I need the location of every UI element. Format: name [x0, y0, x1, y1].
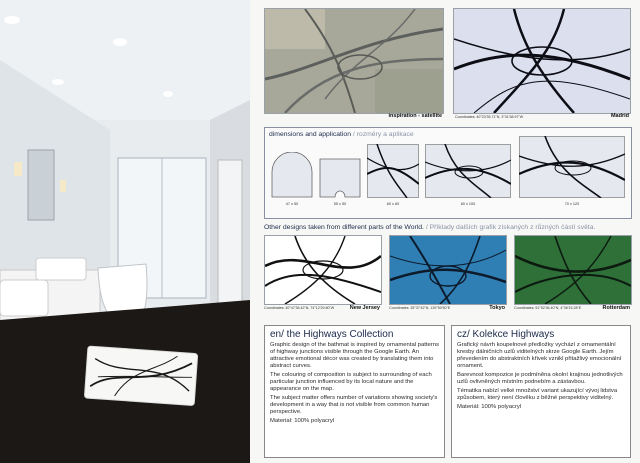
en-material: Material: 100% polyacryl — [270, 418, 335, 424]
new-jersey-caption: New Jersey — [349, 305, 380, 311]
rotterdam-caption: Rotterdam — [602, 305, 630, 311]
cz-paragraph-2: Barevnost kompozice je podmíněna okolní krajinou jednotlivých uzlů ovlivněných místním podnebím a zástavbou. — [457, 372, 623, 385]
tokyo-caption: Tokyo — [489, 305, 505, 311]
pattern-new-jersey — [264, 235, 382, 305]
satellite-image — [264, 8, 444, 114]
cz-description-panel — [451, 325, 631, 458]
other-designs-title: Other designs taken from different parts of the World. — [264, 224, 424, 231]
en-description-panel — [264, 325, 445, 458]
dimensions-subtitle: rozměry a aplikace — [356, 131, 414, 138]
cz-material: Materiál: 100% polyacryl — [457, 404, 522, 410]
dimensions-box — [264, 127, 632, 219]
other-designs-subtitle: Příklady dalších grafik získaných z různých částí světa. — [429, 224, 596, 231]
cz-paragraph-1: Grafický návrh koupelnové předložky vychází z ornamentální kresby dálničních uzlů viditelných skrze Google Earth. Jejím převedením do abstraktních křivek vznikl přitažlivý emocionální ornament. — [457, 342, 622, 369]
madrid-pattern — [453, 8, 631, 114]
other-designs-header: Other designs taken from different parts of the World. / Příklady dalších grafik získaných z různých částí světa. — [264, 224, 596, 231]
tokyo-coordinates: Coordinates: 35°37'42"N, 139°50'50"E — [389, 306, 451, 310]
madrid-coordinates: Coordinates: 40°23'35.71"N, 3°31'58.97"W — [455, 115, 524, 119]
size-label: 47 x 50 — [285, 202, 299, 206]
bathroom-photo — [0, 0, 250, 463]
madrid-caption: Madrid — [610, 113, 629, 119]
mat-shape-oval — [271, 152, 313, 198]
en-heading: en/ the Highways Collection — [270, 329, 394, 340]
mat-shape-contour — [319, 158, 361, 198]
bathroom-illustration — [0, 0, 250, 463]
mat-pattern-wide — [425, 144, 511, 198]
satellite-caption: inspiration - satellite — [388, 113, 442, 119]
mat-pattern-large — [519, 136, 625, 198]
cz-paragraph-3: Tématika nabízí velké množství variant ukazující vývoj lidstva způsobem, který není člověku z běžné perspektivy viditelný. — [457, 388, 618, 401]
dimensions-header: dimensions and application / rozměry a aplikace — [269, 131, 414, 138]
en-paragraph-2: The colouring of composition is subject to surrounding of each particular junction influenced by its local nature and the appearance on the map. — [270, 372, 432, 392]
rotterdam-coordinates: Coordinates: 51°52'36.40"N, 4°36'15.28"E — [514, 306, 582, 310]
size-label: 55 x 50 — [333, 202, 347, 206]
size-label: 70 x 120 — [564, 202, 580, 206]
en-paragraph-3: The subject matter offers number of variations showing society's development in a way that is not visible from common human perspective. — [270, 395, 438, 415]
new-jersey-coordinates: Coordinates: 40°47'36.42"N, 74°12'29.80"W — [264, 306, 335, 310]
size-label: 60 x 60 — [386, 202, 400, 206]
cz-heading: cz/ Kolekce Highways — [457, 329, 555, 340]
en-paragraph-1: Graphic design of the bathmat is inspired by ornamental patterns of highway junctions visible through the Google Earth. An attractive emotional décor was created by translating them into abstract curves. — [270, 342, 439, 369]
size-label: 60 x 100 — [460, 202, 476, 206]
pattern-tokyo — [389, 235, 507, 305]
pattern-rotterdam — [514, 235, 632, 305]
dimensions-title: dimensions and application — [269, 131, 351, 138]
mat-pattern-square — [367, 144, 419, 198]
